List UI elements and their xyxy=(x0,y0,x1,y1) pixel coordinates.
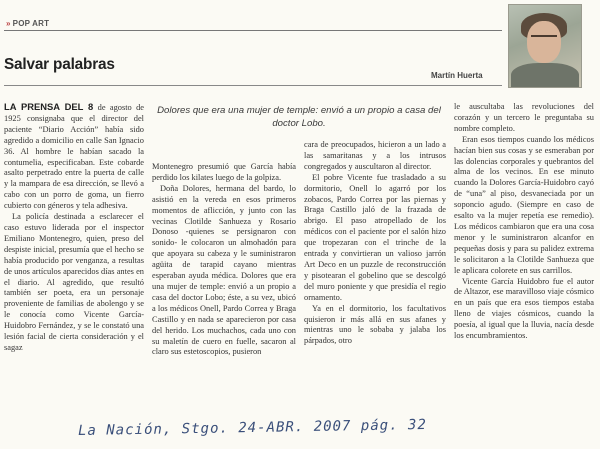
top-rule xyxy=(4,30,502,31)
author-byline: Martín Huerta xyxy=(431,71,483,80)
paragraph: Montenegro presumió que García había perdido los kilates luego de la golpiza. xyxy=(152,162,296,182)
paragraph: La policía destinada a esclarecer el caso estuvo liderada por el inspector Emiliano Montenegro, quien, preso del despiste inicial, presumía que el hecho se había producido por venganza, a resultas de unos artículos aparecidos días antes en el diario. Al agredido, que resultó también ser poeta, era un personaje proveniente de familias de abolengo y se le conocía como Vicente García-Huidobro Fernández, y se le constató una lesión facial de cierta consideración y el sagaz xyxy=(4,212,144,352)
paragraph: Doña Dolores, hermana del bardo, lo asistió en la vereda en esos primeros momentos de aflicción, y junto con las vecinas Clotilde Sanhueza y Rosario Donoso -quienes se persignaron con sonido- le colocaron un almohadón para que apoyara su cabeza y le suministraron agüita de tarapid cayano mientras esperaban ayuda médica. Dolores que era una mujer de temple: envió a un propio a casa del doctor Lobo; éste, a su vez, ubicó a los médicos Onell, Pardo Correa y Braga Castillo y en nada se aparecieron por casa del herido. Los muchachos, cada uno con su maletín de cuero en fuelle, sacaron al claro sus estetoscopios, pusieron xyxy=(152,183,296,357)
pull-quote: Dolores que era una mujer de temple: envió a un propio a casa del doctor Lobo. xyxy=(157,105,441,129)
section-tag xyxy=(6,19,49,28)
column-1 xyxy=(4,102,144,354)
column-4 xyxy=(454,102,594,342)
double-arrow-icon: » xyxy=(6,19,11,28)
lead-in: LA PRENSA DEL 8 xyxy=(4,102,94,112)
paragraph: Ya en el dormitorio, los facultativos quisieron ir más allá en sus afanes y mientras uno le sobaba y jalaba los párpados, otro xyxy=(304,303,446,346)
header-rule xyxy=(4,85,502,86)
column-3 xyxy=(304,140,446,347)
paragraph xyxy=(4,102,144,212)
paragraph-text: de agosto de 1925 consignaba que el director del paciente “Diario Acción” había sido agredido a domicilio en calle San Ignacio 36. Al hombre le habían sacado la contumelia, especificaban. Este cobarde asalto perpetrado entre la puerta de calle y la mampara de esa dirección, se llevó a cabo con un porro de goma, un fierro cubierto con géneros y tela adhesiva. xyxy=(4,103,144,211)
portrait-glasses xyxy=(531,35,557,43)
paragraph: cara de preocupados, hicieron a un lado a las samaritanas y a los intrusos congregados y auscultaron al director. xyxy=(304,140,446,171)
section-label: POP ART xyxy=(12,19,50,28)
column-2 xyxy=(152,162,296,358)
paragraph: le auscultaba las revoluciones del corazón y un tercero le preguntaba su nombre completo. xyxy=(454,102,594,133)
headline: Salvar palabras xyxy=(4,56,115,73)
author-portrait xyxy=(508,4,582,88)
paragraph: Vicente García Huidobro fue el autor de Altazor, ese maravilloso viaje cósmico en un país que era esos tiempos estaba lleno de viajes cósmicos, cuando la poesía, al igual que la lluvia, nacía desde los encumbramientos. xyxy=(454,276,594,341)
portrait-shoulders xyxy=(511,63,579,88)
handwritten-source-note: La Nación, Stgo. 24-ABR. 2007 pág. 32 xyxy=(77,416,427,440)
paragraph: Eran esos tiempos cuando los médicos hacían bien sus cosas y se esmeraban por las dolencias corporales y quebrantos del alma de los vecinos. En ese minuto cuando la Dolores García-Huidobro cayó de “una” al piso, desvaneciada por un soponcio agudo. (Siempre en caso de esalto va la mujer repetía ese remedio). Los médicos cambiaron que era una cosa menor y le suministraron alcanfor en pequeñas dosis y para su palidez extrema le solicitaron a la Clotilde Sanhueza que le aplicara colorete en sus carrillos. xyxy=(454,134,594,275)
paragraph: El pobre Vicente fue trasladado a su dormitorio, Onell lo agarró por los zobacos, Pardo Correa por las piernas y Braga Castillo jaló de la frazada de abrigo. El paso atropellado de los médicos con el paciente por el salón hizo que tropezaran con el trinche de la entrada y convirtieran un valioso jarrón Art Deco en un puzzle de reconstrucción y pisotearan el gobelino que se descolgó del muro poniente y que presidía el regio ornamento. xyxy=(304,172,446,302)
